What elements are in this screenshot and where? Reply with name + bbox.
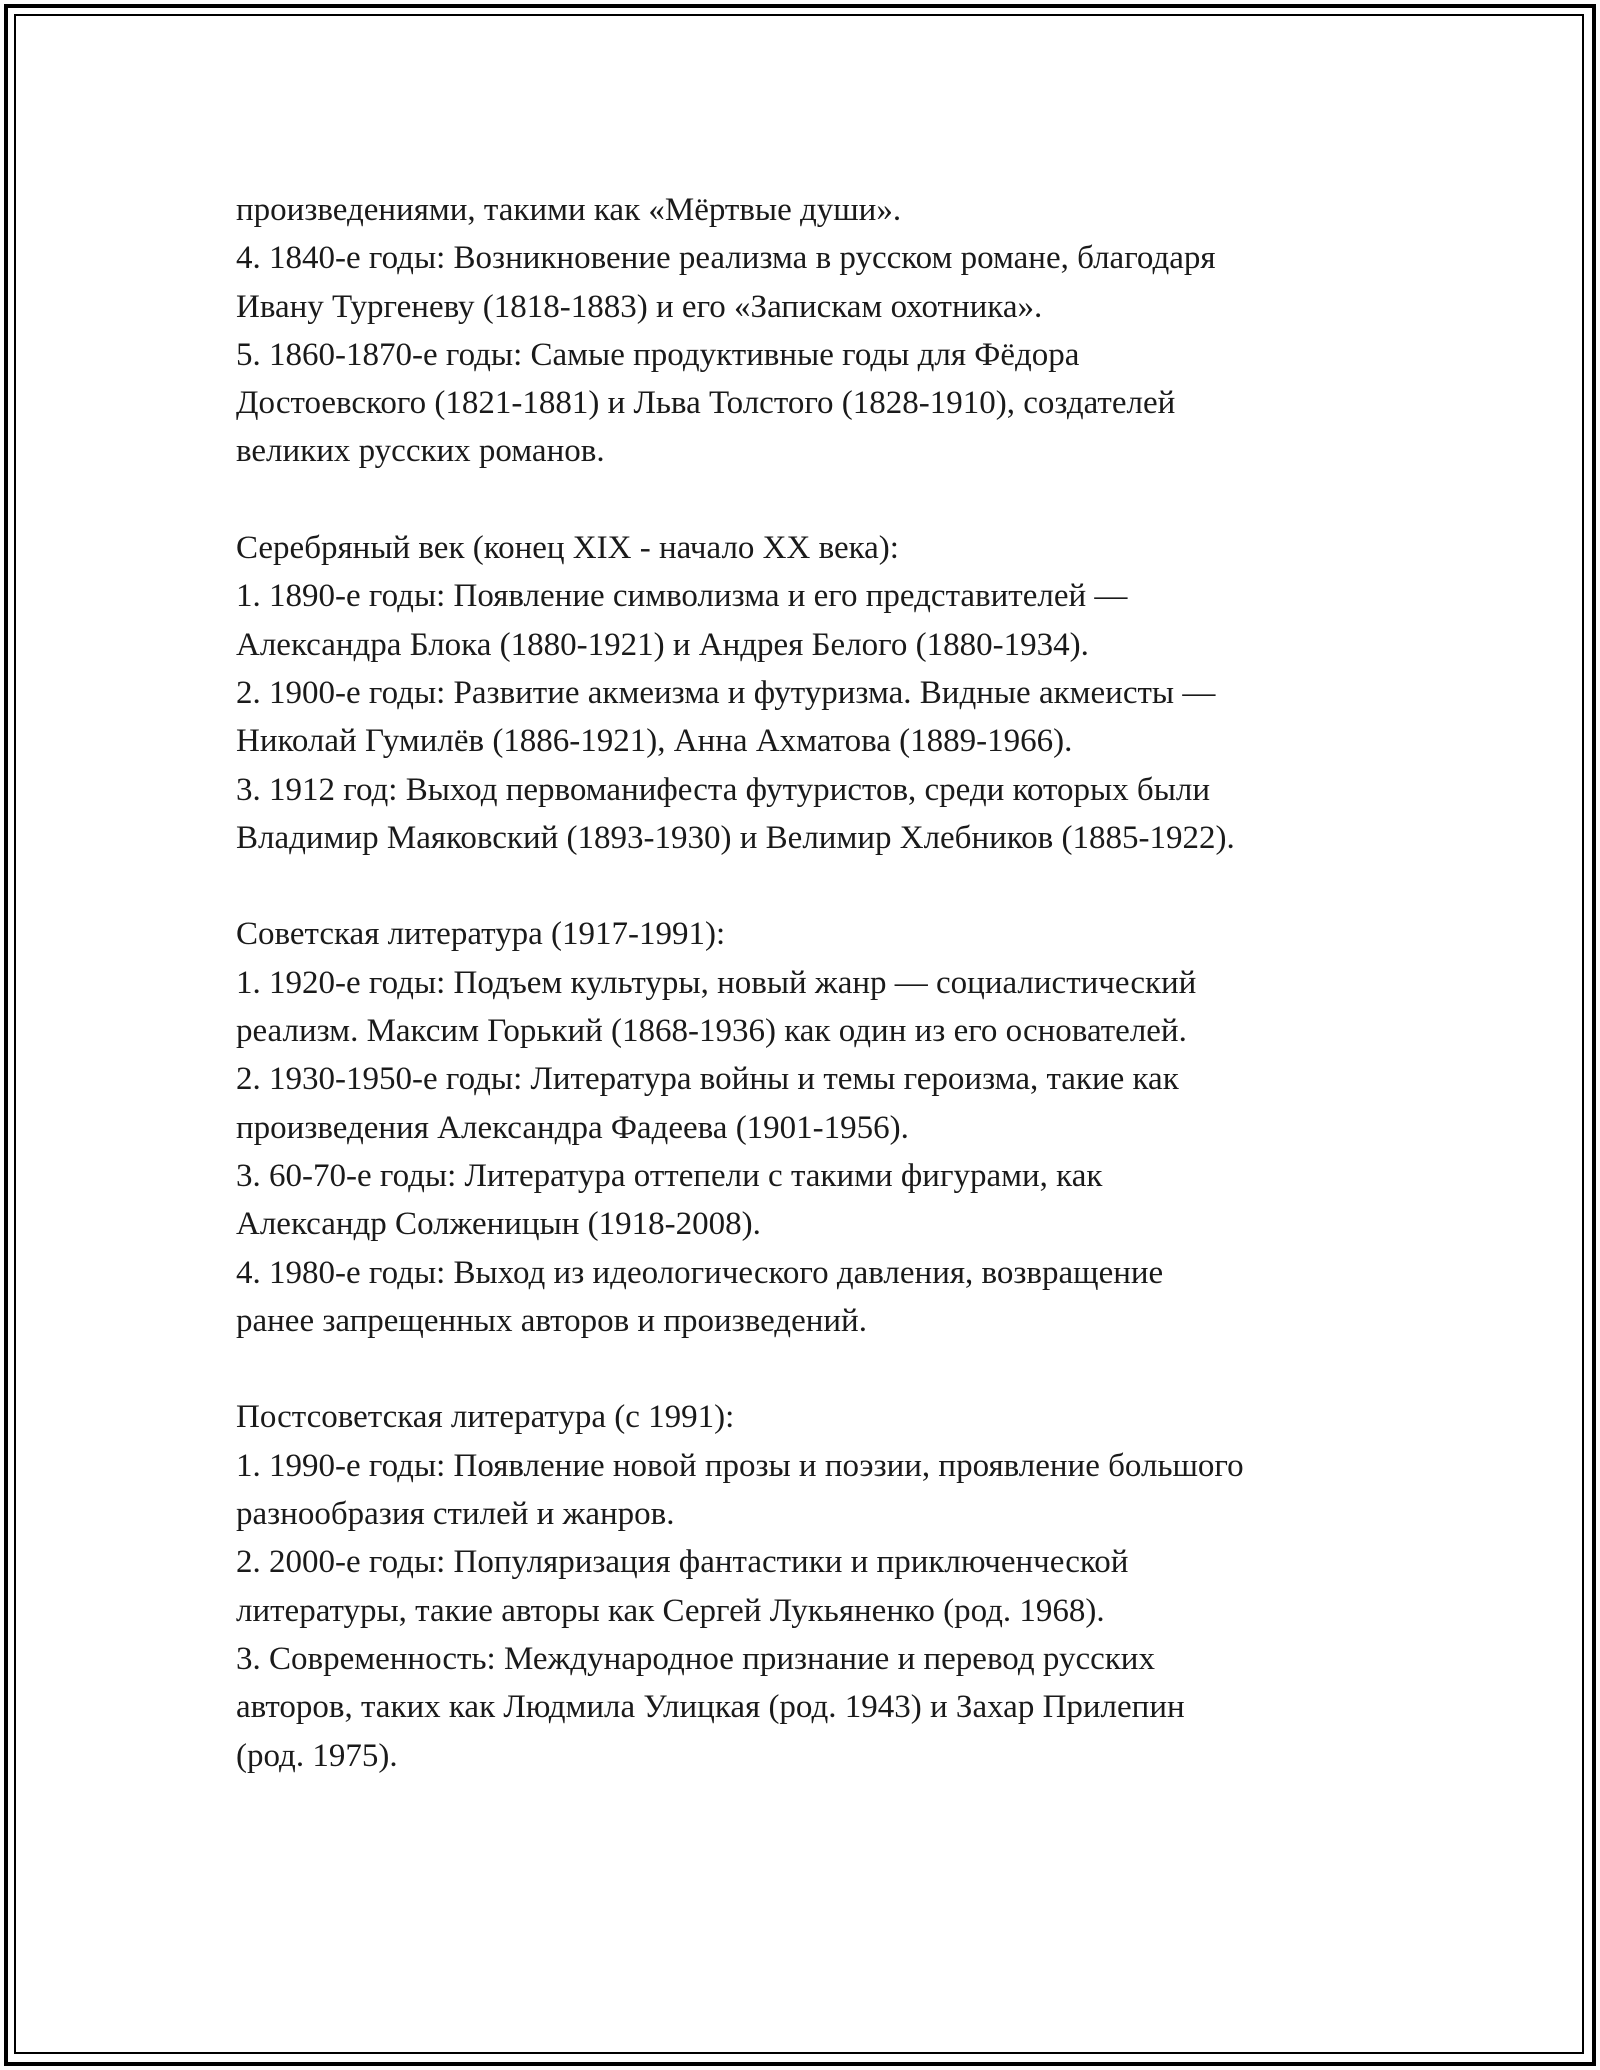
text-line: 1. 1990-е годы: Появление новой прозы и поэзии, проявление большого [236, 1447, 1244, 1484]
text-line: (род. 1975). [236, 1737, 398, 1774]
text-line: Достоевского (1821-1881) и Льва Толстого (1828-1910), создателей [236, 385, 1176, 422]
section-heading-silver-age: Серебряный век (конец XIX - начало XX века): [236, 530, 899, 567]
text-line: Александра Блока (1880-1921) и Андрея Белого (1880-1934). [236, 626, 1089, 663]
text-line: Владимир Маяковский (1893-1930) и Велимир Хлебников (1885-1922). [236, 819, 1235, 856]
text-line: 5. 1860-1870-е годы: Самые продуктивные годы для Фёдора [236, 336, 1080, 373]
document-body [236, 186, 1416, 1780]
text-line: литературы, такие авторы как Сергей Лукьяненко (род. 1968). [236, 1592, 1105, 1629]
paragraph-gap [236, 862, 1416, 910]
text-line: произведения Александра Фадеева (1901-1956). [236, 1109, 909, 1146]
text-line: 1. 1920-е годы: Подъем культуры, новый жанр — социалистический [236, 964, 1197, 1001]
section-heading-soviet: Советская литература (1917-1991): [236, 916, 726, 953]
text-line: авторов, таких как Людмила Улицкая (род. 1943) и Захар Прилепин [236, 1689, 1185, 1726]
text-line: 3. Современность: Международное признание и перевод русских [236, 1640, 1155, 1677]
paragraph-gap [236, 1345, 1416, 1393]
text-line: 4. 1840-е годы: Возникновение реализма в русском романе, благодаря [236, 240, 1216, 277]
text-line: 2. 2000-е годы: Популяризация фантастики и приключенческой [236, 1544, 1129, 1581]
text-line: ранее запрещенных авторов и произведений. [236, 1302, 867, 1339]
text-line: 3. 1912 год: Выход первоманифеста футуристов, среди которых были [236, 771, 1211, 808]
text-line: великих русских романов. [236, 433, 605, 470]
paragraph-gap [236, 476, 1416, 524]
text-line: 1. 1890-е годы: Появление символизма и его представителей — [236, 578, 1128, 615]
text-line: разнообразия стилей и жанров. [236, 1496, 675, 1533]
text-line: Александр Солженицын (1918-2008). [236, 1206, 761, 1243]
text-line: произведениями, такими как «Мёртвые души». [236, 192, 902, 228]
text-line: 3. 60-70-е годы: Литература оттепели с такими фигурами, как [236, 1157, 1103, 1194]
text-line: 2. 1930-1950-е годы: Литература войны и темы героизма, такие как [236, 1061, 1179, 1098]
text-line: реализм. Максим Горький (1868-1936) как один из его основателей. [236, 1013, 1187, 1050]
text-line: Ивану Тургеневу (1818-1883) и его «Запискам охотника». [236, 288, 1043, 325]
section-heading-post-soviet: Постсоветская литература (с 1991): [236, 1399, 735, 1436]
text-line: 2. 1900-е годы: Развитие акмеизма и футуризма. Видные акмеисты — [236, 674, 1216, 711]
text-line: Николай Гумилёв (1886-1921), Анна Ахматова (1889-1966). [236, 723, 1073, 760]
text-line: 4. 1980-е годы: Выход из идеологического давления, возвращение [236, 1254, 1164, 1291]
